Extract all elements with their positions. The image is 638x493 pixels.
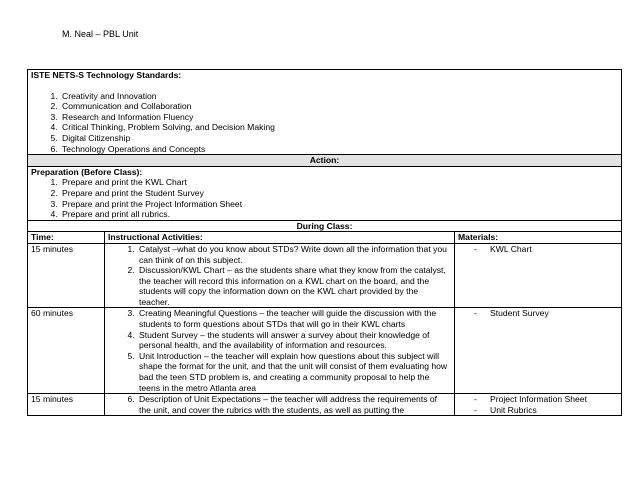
list-item: 6. Description of Unit Expectations – the teacher will address the requirements of the unit, and cover the rubrics with the students, as well as putting the bbox=[137, 394, 451, 415]
list-item: - Project Information Sheet bbox=[474, 394, 618, 405]
materials-header: Materials: bbox=[455, 232, 622, 244]
materials-cell bbox=[455, 394, 622, 416]
table-row bbox=[28, 394, 622, 416]
standards-cell bbox=[28, 70, 622, 155]
activities-cell bbox=[105, 243, 455, 308]
list-item: 3. Prepare and print the Project Information Sheet bbox=[60, 199, 618, 210]
preparation-list bbox=[31, 177, 618, 219]
list-item: 3. Creating Meaningful Questions – the teacher will guide the discussion with the students to form questions about STDs that will go in their KWL charts bbox=[137, 308, 451, 329]
lesson-plan-table bbox=[27, 69, 622, 416]
list-item: 2. Communication and Collaboration bbox=[60, 101, 618, 112]
list-item: 1. Prepare and print the KWL Chart bbox=[60, 177, 618, 188]
time-cell: 15 minutes bbox=[28, 243, 105, 308]
list-item: 4. Student Survey – the students will answer a survey about their knowledge of personal health, and the availability of information and resources. bbox=[137, 330, 451, 351]
list-item: 2. Prepare and print the Student Survey bbox=[60, 188, 618, 199]
list-item: 5. Digital Citizenship bbox=[60, 133, 618, 144]
list-item: - KWL Chart bbox=[474, 244, 618, 255]
activities-header: Instructional Activities: bbox=[105, 232, 455, 244]
activities-cell bbox=[105, 394, 455, 416]
list-item: 4. Critical Thinking, Problem Solving, and Decision Making bbox=[60, 122, 618, 133]
during-class-heading: During Class: bbox=[28, 220, 622, 232]
list-item: 5. Unit Introduction – the teacher will explain how questions about this subject will shape the format for the unit, and that the unit will consist of them evaluating how bad the teen STD problem is, and creating a community proposal to help the teens in the metro Atlanta area bbox=[137, 351, 451, 393]
materials-cell bbox=[455, 243, 622, 308]
preparation-title: Preparation (Before Class): bbox=[31, 166, 143, 177]
time-cell: 15 minutes bbox=[28, 394, 105, 416]
list-item: - Student Survey bbox=[474, 308, 618, 319]
column-header-row bbox=[28, 232, 622, 244]
action-row bbox=[28, 155, 622, 167]
standards-title: ISTE NETS-S Technology Standards: bbox=[31, 70, 182, 80]
activities-list bbox=[108, 394, 451, 415]
list-item: 1. Catalyst –what do you know about STDs? Write down all the information that you can think of on this subject. bbox=[137, 244, 451, 265]
table-row bbox=[28, 308, 622, 394]
action-heading: Action: bbox=[28, 155, 622, 167]
page-header: M. Neal – PBL Unit bbox=[62, 29, 139, 39]
standards-row bbox=[28, 70, 622, 155]
list-item: 6. Technology Operations and Concepts bbox=[60, 144, 618, 155]
list-item: 4. Prepare and print all rubrics. bbox=[60, 209, 618, 220]
list-item: 1. Creativity and Innovation bbox=[60, 91, 618, 102]
preparation-cell bbox=[28, 166, 622, 220]
activities-list bbox=[108, 244, 451, 308]
materials-list bbox=[458, 308, 618, 319]
preparation-row bbox=[28, 166, 622, 220]
materials-list bbox=[458, 394, 618, 415]
materials-cell bbox=[455, 308, 622, 394]
list-item: - Unit Rubrics bbox=[474, 405, 618, 416]
during-class-row bbox=[28, 220, 622, 232]
materials-list bbox=[458, 244, 618, 255]
table-row bbox=[28, 243, 622, 308]
time-header: Time: bbox=[28, 232, 105, 244]
list-item: 3. Research and Information Fluency bbox=[60, 112, 618, 123]
activities-cell bbox=[105, 308, 455, 394]
time-cell: 60 minutes bbox=[28, 308, 105, 394]
list-item: 2. Discussion/KWL Chart – as the students share what they know from the catalyst, the teacher will record this information on a KWL chart on the board, and the students will copy the information down on the KWL chart provided by the teacher. bbox=[137, 265, 451, 307]
standards-list bbox=[31, 91, 618, 155]
activities-list bbox=[108, 308, 451, 393]
